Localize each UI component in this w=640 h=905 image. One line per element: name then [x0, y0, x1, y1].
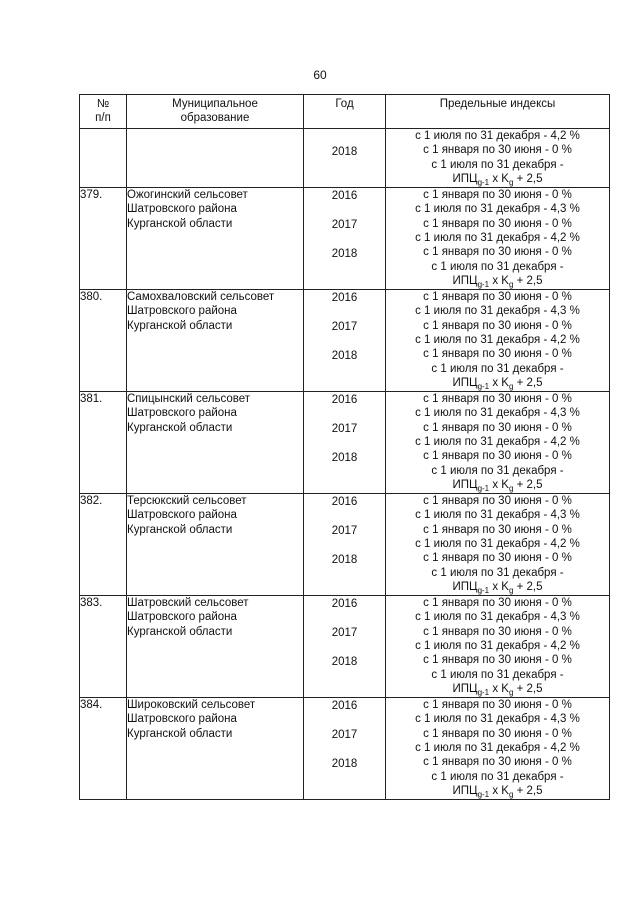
header-year: Год: [304, 95, 386, 129]
index-line: с 1 июля по 31 декабря -: [431, 770, 564, 783]
cell-index: [386, 595, 610, 697]
header-name: Муниципальное образование: [127, 95, 304, 129]
name-line: Шатровского района: [127, 305, 237, 318]
cell-name: [127, 391, 304, 493]
index-line: с 1 июля по 31 декабря -: [431, 362, 564, 375]
index-line: с 1 января по 30 июня - 0 %: [423, 290, 572, 303]
index-line: с 1 января по 30 июня - 0 %: [423, 246, 572, 259]
index-line: с 1 июля по 31 декабря - 4,3 %: [415, 509, 580, 522]
index-formula: $ИПЦ_{g-1}$ x $K_g + 2,5$: [452, 785, 543, 800]
index-line: с 1 января по 30 июня - 0 %: [423, 144, 572, 157]
index-line: с 1 января по 30 июня - 0 %: [423, 392, 572, 405]
year-value: 2018: [331, 247, 358, 260]
index-line: с 1 января по 30 июня - 0 %: [423, 217, 572, 230]
index-formula: $ИПЦ_{g-1}$ x $K_g + 2,5$: [452, 275, 543, 290]
name-line: Шатровский сельсовет: [127, 596, 249, 609]
cell-num: 381.: [80, 391, 127, 493]
index-line: с 1 июля по 31 декабря -: [431, 668, 564, 681]
cell-index: [386, 697, 610, 799]
index-line: с 1 июля по 31 декабря - 4,3 %: [415, 713, 580, 726]
name-line: Терсюкский сельсовет: [127, 494, 247, 507]
index-line: с 1 июля по 31 декабря - 4,2 %: [415, 538, 580, 551]
cell-num: 384.: [80, 697, 127, 799]
index-line: с 1 июля по 31 декабря - 4,3 %: [415, 305, 580, 318]
name-line: Курганской области: [127, 523, 233, 536]
index-line: с 1 июля по 31 декабря - 4,2 %: [415, 232, 580, 245]
table-row: [80, 391, 610, 493]
name-line: Широковский сельсовет: [127, 698, 256, 711]
index-formula: $ИПЦ_{g-1}$ x $K_g + 2,5$: [452, 173, 543, 188]
year-value: 2018: [331, 757, 358, 770]
cell-year: [304, 187, 386, 289]
name-line: Курганской области: [127, 625, 233, 638]
name-line: Курганской области: [127, 421, 233, 434]
year-value: 2017: [331, 524, 358, 537]
cell-index: [386, 493, 610, 595]
name-line: Курганской области: [127, 319, 233, 332]
index-line: с 1 января по 30 июня - 0 %: [423, 421, 572, 434]
cell-num: 379.: [80, 187, 127, 289]
header-num: № п/п: [80, 95, 127, 129]
index-line: с 1 июля по 31 декабря - 4,2 %: [415, 742, 580, 755]
name-line: Шатровского района: [127, 203, 237, 216]
year-value: 2016: [331, 597, 358, 610]
indices-table: [79, 94, 610, 800]
cell-name: [127, 595, 304, 697]
year-value: 2017: [331, 422, 358, 435]
cell-name: [127, 493, 304, 595]
year-value: 2017: [331, 626, 358, 639]
name-line: Самохваловский сельсовет: [127, 290, 275, 303]
index-line: с 1 января по 30 июня - 0 %: [423, 654, 572, 667]
table-row: [80, 289, 610, 391]
cell-year: [304, 697, 386, 799]
cell-num: [80, 128, 127, 187]
continuation-row: [80, 128, 610, 187]
cell-year: [304, 128, 386, 187]
index-line: с 1 января по 30 июня - 0 %: [423, 188, 572, 201]
cell-index: [386, 289, 610, 391]
cell-year: [304, 391, 386, 493]
year-value: 2016: [331, 189, 358, 202]
year-value: 2016: [331, 393, 358, 406]
index-line: с 1 января по 30 июня - 0 %: [423, 727, 572, 740]
index-line: с 1 января по 30 июня - 0 %: [423, 596, 572, 609]
name-line: Шатровского района: [127, 509, 237, 522]
index-line: с 1 января по 30 июня - 0 %: [423, 450, 572, 463]
index-line: с 1 июля по 31 декабря -: [431, 260, 564, 273]
cell-num: 382.: [80, 493, 127, 595]
index-line: с 1 января по 30 июня - 0 %: [423, 319, 572, 332]
year-value: 2018: [331, 451, 358, 464]
index-line: с 1 июля по 31 декабря - 4,3 %: [415, 611, 580, 624]
index-formula: $ИПЦ_{g-1}$ x $K_g + 2,5$: [452, 581, 543, 596]
name-line: Шатровского района: [127, 407, 237, 420]
cell-name: [127, 187, 304, 289]
name-line: Курганской области: [127, 217, 233, 230]
index-formula: $ИПЦ_{g-1}$ x $K_g + 2,5$: [452, 479, 543, 494]
year-value: 2016: [331, 495, 358, 508]
year-value: 2018: [331, 553, 358, 566]
index-line: с 1 января по 30 июня - 0 %: [423, 698, 572, 711]
cell-name: [127, 128, 304, 187]
index-line: с 1 января по 30 июня - 0 %: [423, 523, 572, 536]
name-line: Шатровского района: [127, 713, 237, 726]
year-value: 2018: [331, 145, 358, 158]
year-value: 2016: [331, 699, 358, 712]
year-value: 2017: [331, 320, 358, 333]
cell-name: [127, 697, 304, 799]
index-line: с 1 января по 30 июня - 0 %: [423, 552, 572, 565]
table-row: [80, 697, 610, 799]
index-line: с 1 июля по 31 декабря -: [431, 566, 564, 579]
name-line: Курганской области: [127, 727, 233, 740]
name-line: Ожогинский сельсовет: [127, 188, 248, 201]
index-line: с 1 января по 30 июня - 0 %: [423, 348, 572, 361]
cell-name: [127, 289, 304, 391]
cell-year: [304, 595, 386, 697]
header-index: Предельные индексы: [386, 95, 610, 129]
cell-year: [304, 289, 386, 391]
index-line: с 1 января по 30 июня - 0 %: [423, 625, 572, 638]
index-line: с 1 января по 30 июня - 0 %: [423, 494, 572, 507]
index-line: с 1 января по 30 июня - 0 %: [423, 756, 572, 769]
index-formula: $ИПЦ_{g-1}$ x $K_g + 2,5$: [452, 683, 543, 698]
cell-index: [386, 391, 610, 493]
index-line: с 1 июля по 31 декабря - 4,2 %: [415, 640, 580, 653]
year-value: 2018: [331, 655, 358, 668]
header-row: [80, 95, 610, 129]
index-line: с 1 июля по 31 декабря - 4,2 %: [415, 334, 580, 347]
index-line: с 1 июля по 31 декабря - 4,2 %: [415, 436, 580, 449]
index-line: с 1 июля по 31 декабря - 4,3 %: [415, 407, 580, 420]
table-row: [80, 595, 610, 697]
page-number: 60: [313, 68, 327, 82]
cell-index: [386, 187, 610, 289]
table-row: [80, 187, 610, 289]
year-value: 2018: [331, 349, 358, 362]
year-value: 2017: [331, 218, 358, 231]
index-formula: $ИПЦ_{g-1}$ x $K_g + 2,5$: [452, 377, 543, 392]
cell-num: 383.: [80, 595, 127, 697]
index-line: с 1 июля по 31 декабря - 4,2 %: [415, 129, 580, 142]
index-line: с 1 июля по 31 декабря -: [431, 158, 564, 171]
index-line: с 1 июля по 31 декабря -: [431, 464, 564, 477]
index-line: с 1 июля по 31 декабря - 4,3 %: [415, 203, 580, 216]
cell-index: [386, 128, 610, 187]
name-line: Шатровского района: [127, 611, 237, 624]
year-value: 2016: [331, 291, 358, 304]
name-line: Спицынский сельсовет: [127, 392, 250, 405]
year-value: 2017: [331, 728, 358, 741]
table-row: [80, 493, 610, 595]
cell-year: [304, 493, 386, 595]
cell-num: 380.: [80, 289, 127, 391]
